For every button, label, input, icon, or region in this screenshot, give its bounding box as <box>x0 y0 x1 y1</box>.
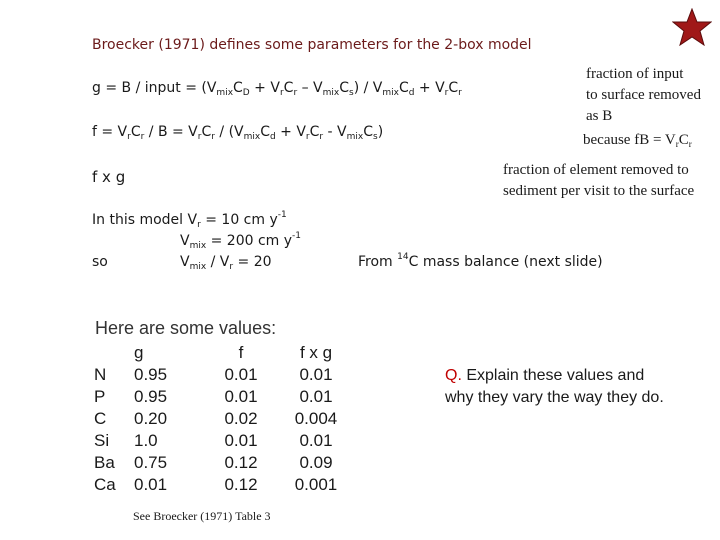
table-cell: 0.09 <box>299 453 333 472</box>
note-fraction-input: fraction of input to surface removed as B <box>586 66 701 124</box>
table-cell: C <box>94 409 107 428</box>
table-row <box>92 474 356 496</box>
table-header-cell: f <box>238 343 244 362</box>
table-cell: Ca <box>94 475 116 494</box>
equation-fxg: f x g <box>92 168 126 186</box>
model-line-vmix: $V_{mix} = 200$ cm $y^{-1}$ <box>180 231 302 251</box>
equation-f: $f = V_rC_r / B = V_rC_r / (V_{mix}C_d + V_rC_r - V_{mix}C_s)$ <box>92 124 384 142</box>
slide-title: Broecker (1971) defines some parameters for the 2-box model <box>92 37 532 53</box>
table-cell: 1.0 <box>134 431 158 450</box>
model-line-ratio: $V_{mix} / V_r = 20$ <box>180 254 272 272</box>
table-cell: 0.12 <box>224 453 258 472</box>
table-cell: 0.01 <box>299 387 333 406</box>
c14-mass-balance-note: From $^{14}$C mass balance (next slide) <box>358 252 603 270</box>
table-cell: 0.75 <box>134 453 168 472</box>
table-cell: 0.004 <box>294 409 338 428</box>
table-cell: 0.01 <box>224 387 258 406</box>
question-prefix: Q. <box>445 367 462 384</box>
table-header-cell: g <box>134 343 144 362</box>
table-row <box>92 364 356 386</box>
source-citation: See Broecker (1971) Table 3 <box>133 509 271 523</box>
red-star-icon <box>672 8 712 46</box>
table-cell: 0.95 <box>134 365 168 384</box>
table-row <box>92 386 356 408</box>
values-header: Here are some values: <box>95 318 277 338</box>
table-header-cell: f x g <box>299 343 333 362</box>
table-cell: Si <box>94 431 110 450</box>
table-row <box>92 408 356 430</box>
table-row <box>92 452 356 474</box>
question-text: Q. Explain these values and why they vary the way they do. <box>445 367 664 406</box>
table-row <box>92 430 356 452</box>
note-fraction-element: fraction of element removed to sediment per visit to the surface <box>503 162 695 199</box>
table-cell: 0.01 <box>134 475 168 494</box>
values-table <box>92 342 356 496</box>
equation-g: g = B / input = $(V_{mix}C_D + V_rC_r - V_{mix}C_s) / V_{mix}C_d + V_rC_r$ <box>92 80 462 98</box>
table-cell: 0.01 <box>224 365 258 384</box>
table-cell: 0.01 <box>299 365 333 384</box>
note-because-fb: because fB = $V_rC_r$ <box>583 132 692 149</box>
model-line-vr: In this model $V_r = 10$ cm $y^{-1}$ <box>92 210 287 230</box>
table-cell: Ba <box>94 453 115 472</box>
table-cell: 0.95 <box>134 387 168 406</box>
table-header-cell <box>92 342 134 364</box>
table-cell: 0.02 <box>224 409 258 428</box>
table-header-row <box>92 342 356 364</box>
table-cell: 0.12 <box>224 475 258 494</box>
table-cell: 0.01 <box>299 431 333 450</box>
table-cell: 0.001 <box>294 475 338 494</box>
table-cell: P <box>94 387 106 406</box>
table-cell: 0.20 <box>134 409 168 428</box>
model-so: so <box>92 254 108 270</box>
table-cell: 0.01 <box>224 431 258 450</box>
table-cell: N <box>94 365 107 384</box>
